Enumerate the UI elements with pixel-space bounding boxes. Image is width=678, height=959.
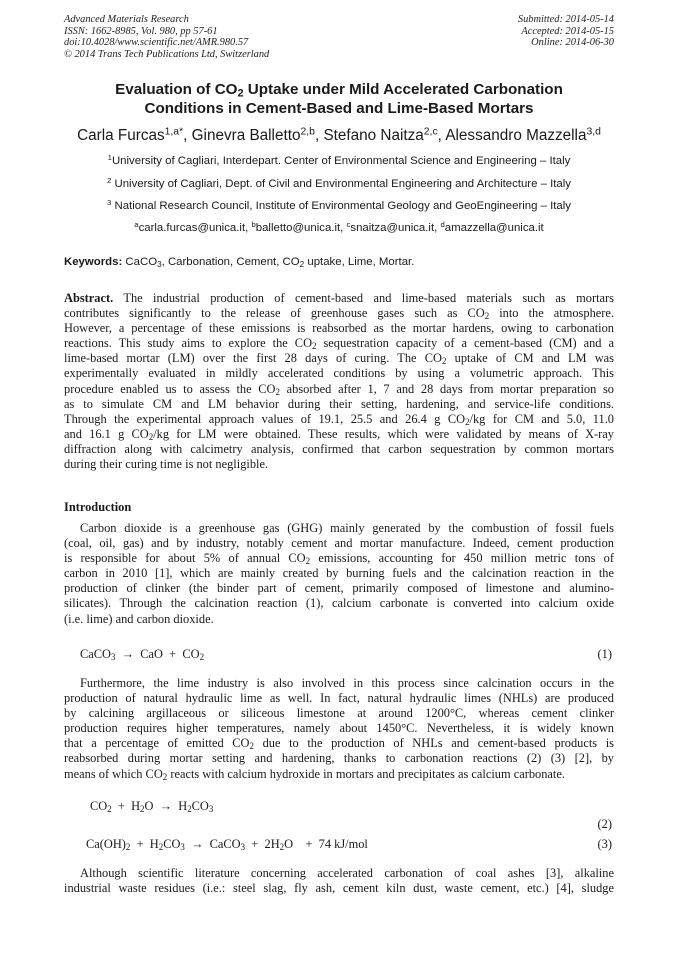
journal-doi: doi:10.4028/www.scientific.net/AMR.980.57 (64, 37, 249, 49)
equation-1: CaCO$_3$ → CaO + $CO_2$ (80, 647, 205, 663)
intro-paragraph-3: Although scientific literature concerning accelerated carbonation of coal ashes [3], alkaline industrial waste residues (i.e.: steel slag, fly ash, cement kiln dust, waste cement, etc.) [4], sludge (64, 866, 614, 896)
equation-2: $CO_2 + H_2O \to H_2CO_3$ (90, 799, 214, 815)
affiliation-2: $^2$ University of Cagliari, Dept. of Civil and Environmental Engineering and Architecture – Italy (107, 175, 571, 190)
journal-copyright: © 2014 Trans Tech Publications Ltd, Switzerland (64, 48, 270, 60)
abstract-label: Abstract. (64, 291, 114, 305)
journal-name: Advanced Materials Research (64, 14, 189, 25)
author-name: Stefano Naitza (323, 127, 424, 144)
email-link[interactable]: snaitza@unica.it (350, 222, 435, 234)
accepted-date: Accepted: 2014-05-15 (521, 25, 614, 37)
intro-paragraph-2: Furthermore, the lime industry is also involved in this process since calcination occurs in the production of natural hydraulic lime as well. In fact, natural hydraulic limes (NHLs) are produced by calcining argillaceous or siliceous limestone at around 1200°C, whereas cement clinker production requires higher temperatures, namely about 1450°C. Nevertheless, it is widely known that a percentage of emitted $CO_2$ due to the production of NHLs and cement-based products is reabsorbed during mortar setting and hardening, thanks to carbonation reactions (2) (3) [2], by means of which $CO_2$ reacts with calcium hydroxide in mortars and precipitates as calcium carbonate. (64, 676, 614, 782)
section-heading-introduction: Introduction (64, 500, 132, 514)
affiliation-1: $^1$University of Cagliari, Interdepart. Center of Environmental Science and Engineering – Italy (107, 152, 571, 167)
author-name: Alessandro Mazzella (445, 127, 587, 144)
author-list: Carla Furcas$^{1,a*}$, Ginevra Balletto$^{2,b}$, Stefano Naitza$^{2,c}$, Alessandro Mazzella$^{3,d}$ (77, 126, 601, 144)
online-date: Online: 2014-06-30 (531, 37, 614, 49)
equation-2-number: (2) (597, 817, 612, 831)
email-link[interactable]: amazzella@unica.it (444, 222, 544, 234)
email-link[interactable]: carla.furcas@unica.it (138, 222, 246, 234)
author-name: Carla Furcas (77, 127, 165, 144)
journal-info (64, 14, 269, 60)
equation-3-number: (3) (597, 837, 612, 851)
keywords-label: Keywords: (64, 256, 123, 268)
intro-paragraph-1: Carbon dioxide is a greenhouse gas (GHG) mainly generated by the combustion of fossil fuels (coal, oil, gas) and by industry, notably cement and mortar manufacture. Indeed, cement production is responsible for about 5% of annual $CO_2$ emissions, accounting for 450 million metric tons of carbon in 2010 [1], which are mainly created by burning fuels and the calcination reaction in the production of clinker (the binder part of cement, primarily composed of limestone and alumino- silicates). Through the calcination reaction (1), calcium carbonate is converted into calcium oxide (i.e. lime) and carbon dioxide. (64, 521, 614, 626)
publication-dates (518, 14, 614, 49)
paper-title: Evaluation of $CO_2$ Uptake under Mild Accelerated Carbonation Conditions in Cement-Based and Lime-Based Mortars (115, 81, 563, 117)
journal-issn: ISSN: 1662-8985, Vol. 980, pp 57-61 (64, 25, 218, 37)
equation-3: $Ca(OH)_2 + H_2CO_3$ → CaCO$_3$ + $2H_2O$ + 74 kJ/mol (86, 837, 368, 853)
author-name: Ginevra Balletto (191, 127, 301, 144)
affiliation-3: $^3$ National Research Council, Institute of Environmental Geology and GeoEngineering – Italy (106, 197, 571, 212)
submitted-date: Submitted: 2014-05-14 (517, 14, 614, 25)
abstract: Abstract. The industrial production of cement-based and lime-based materials such as mortars contributes significantly to the release of greenhouse gases such as $CO_2$ into the atmosphere. However, a percentage of these emissions is reabsorbed as the mortar hardens, owing to carbonation reactions. This study aims to explore the $CO_2$ sequestration capacity of a cement-based (CM) and a lime-based mortar (LM) over the first 28 days of curing. The $CO_2$ uptake of CM and LM was experimentally evaluated in mildly accelerated conditions by using a volumetric approach. This procedure enabled us to assess the $CO_2$ absorbed after 1, 7 and 28 days from mortar preparation so as to simulate CM and LM behavior during their setting, hardening, and service-life conditions. Through the experimental approach values of 19.1, 25.5 and 26.4 g $CO_2/kg$ for CM and 5.0, 11.0 and 16.1 g $CO_2/kg$ for LM were obtained. These results, which were validated by means of X-ray diffraction along with calcimetry analysis, confirmed that carbon sequestration by common mortars during their curing time is not negligible. (64, 291, 615, 472)
keywords: Keywords: CaCO$_3$, Carbonation, Cement, $CO_2$ uptake, Lime, Mortar. (64, 256, 415, 270)
author-emails: $^a$carla.furcas@unica.it, $^b$balletto@unica.it, $^c$snaitza@unica.it, $^d$amazzella@unica.it (134, 219, 544, 234)
email-link[interactable]: balletto@unica.it (255, 222, 341, 234)
equation-1-number: (1) (597, 647, 612, 661)
